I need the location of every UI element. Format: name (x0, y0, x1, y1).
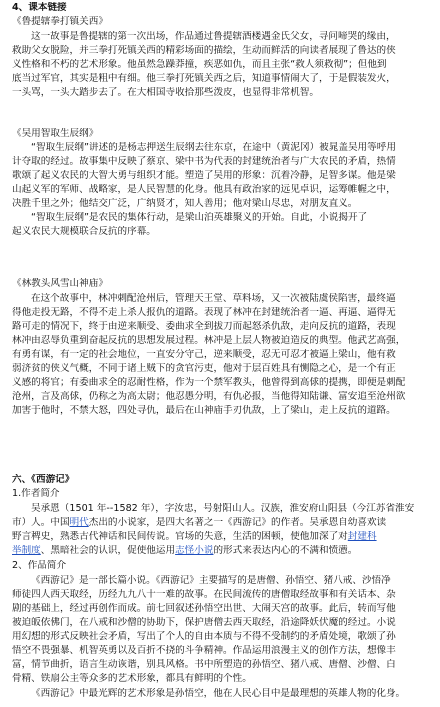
feudal-exam-link-cont[interactable]: 举制度 (12, 545, 41, 556)
paragraph-line: “智取生辰纲”是农民的集体行动，是梁山泊英雄聚义的开始。自此，小说揭开了 (31, 212, 368, 223)
subsection-title-lu-tixia: 《鲁提辖拳打镇关西》 (12, 16, 108, 27)
text-segment: 杰出的小说家，是四大名著之一《西游记》的作者。吴承恩自幼喜欢读 (88, 517, 387, 528)
subsection-title-lin-chong: 《林教头风雪山神庙》 (12, 278, 108, 289)
subsection-heading-author: 1.作者简介 (12, 488, 60, 499)
paragraph-line (12, 545, 430, 557)
paragraph-line: 悟空不畏强暴、机智英勇以及百折不挠的斗争精神。作品运用浪漫主义的创作方法，想像丰 (12, 645, 396, 656)
paragraph-line: 计夺取的经过。故事集中反映了蔡京、梁中书为代表的封建统治者与广大农民的矛盾，热情 (12, 156, 396, 167)
paragraph-line: 一头骂，一头大踏步去了。在大相国寺收拾那些泼皮，也显得非常机智。 (12, 87, 319, 98)
paragraph-line: 师徒四人西天取经，历经九九八十一难的故事。在民间流传的唐僧取经故事和有关话本、杂 (12, 589, 396, 600)
paragraph-line: 底当过军官，其实是粗中有细。他三拳打死镇关西之后，知道事情闹大了，于是假装发火， (12, 73, 396, 84)
section-heading-journey-west: 六、《西游记》 (12, 474, 75, 485)
text-segment: 的形式来表达内心的不满和愤懑。 (213, 545, 358, 556)
paragraph-line: 得他走投无路，不得不走上杀人报仇的道路。表现了林冲在封建统治者一逼、再逼、逼得无 (12, 307, 396, 318)
paragraph-line: 被迫皈依佛门，在八戒和沙僧的协助下，保护唐僧去西天取经，沿途降妖伏魔的经过。小说 (12, 617, 396, 628)
paragraph-line: 用幻想的形式反映社会矛盾，写出了个人的自由本质与不得不受制约的矛盾处境，歌颂了孙 (12, 631, 396, 642)
paragraph-line: 骨精、铁扇公主等众多的艺术形象，都具有鲜明的个性。 (12, 673, 252, 684)
paragraph-line: 剧的基础上，经过再创作而成。前七回叙述孙悟空出世、大闹天宫的故事。此后，转而写他 (12, 603, 396, 614)
subsection-title-wu-yong: 《吴用智取生辰纲》 (12, 128, 99, 139)
paragraph-line: 加害于他时，不禁大怒，四处寻仇，最后在山神庙手刃仇敌，上了梁山，走上反抗的道路。 (12, 405, 396, 416)
paragraph-line: 林冲由忍辱负重到奋起反抗的思想发展过程。林冲是上层人物被迫造反的典型。他武艺高强， (12, 335, 406, 346)
paragraph-line: 吴承恩（1501 年--1582 年），字汝忠，号射阳山人。汉族，淮安府山阳县（今江苏省淮安 (31, 503, 415, 514)
paragraph-line: 起义农民大规模联合反抗的序幕。 (12, 226, 156, 237)
paragraph-line: 《西游记》中最光辉的艺术形象是孙悟空，他在人民心目中是最理想的英雄人物的化身。 (31, 688, 406, 699)
paragraph-line: 这一故事是鲁提辖的第一次出场，作品通过鲁提辖酒楼遇金氏父女，寻问啼哭的缘由， (31, 31, 396, 42)
paragraph-line: 山起义军的军师、战略家，是人民智慧的化身。他具有政治家的远见卓识，运筹帷幄之中， (12, 184, 396, 195)
section-heading-textbook-links: 4、课本链接 (12, 2, 67, 13)
paragraph-line: 在这个故事中，林冲刺配沧州后，管理天王堂、草料场，又一次被陆虞侯陷害，最终逼 (31, 293, 396, 304)
text-segment: 市）人。中国 (12, 517, 70, 528)
paragraph-line: 沧州，言及高俅，仍称之为高太尉；他忍愚分明，有仇必报，当他得知陆谦、富安追至沧州欲 (12, 391, 406, 402)
text-segment: 野言稗史，熟悉古代神话和民间传说。官场的失意，生活的困顿，使他加深了对 (12, 531, 348, 542)
paragraph-line: 有勇有谋，有一定的社会地位，一直安分守己，逆来顺受，忍无可忍才被逼上梁山，他有救 (12, 349, 396, 360)
paragraph-line: 义性格和不朽的艺术形象。他虽然急躁莽撞，疾恶如仇，而且主张“救人须救彻”；但他到 (12, 59, 387, 70)
paragraph-line: 决胜千里之外；他结交广泛，广纳贤才，知人善用；他对梁山尽忠，对朋友直义。 (12, 198, 358, 209)
zhiguai-novel-link[interactable]: 志怪小说 (175, 545, 214, 556)
paragraph-line: 救助父女脱险，并三拳打死镇关西的精彩场面的描绘，生动而鲜活的向读者展现了鲁达的侠 (12, 45, 396, 56)
paragraph-line (12, 531, 430, 543)
paragraph-line: 弱济贫的侠义气概，不同于诸上贼下的贪官污吏，他对于层百姓具有恻隐之心，是一个有正 (12, 363, 396, 374)
text-segment: 、黑暗社会的认识，促使他运用 (40, 545, 176, 556)
subsection-heading-works: 2、作品简介 (12, 560, 67, 571)
paragraph-line: 富，情节曲折，语言生动诙谐，别具风格。书中所塑造的孙悟空、猪八戒、唐僧、沙僧、白 (12, 659, 396, 670)
paragraph-line (12, 517, 430, 529)
feudal-exam-link[interactable]: 封建科 (347, 531, 377, 542)
paragraph-line: 路可走的情况下，终于由逆来顺受、委曲求全到拔刀而起怒杀仇敌，走向反抗的道路，表现 (12, 321, 396, 332)
paragraph-line: 义感的将官；有委曲求全的忍耐性格，作为一个禁军教头，他曾得到高俅的提携，即便是刺配 (12, 377, 406, 388)
paragraph-line: 《西游记》是一部长篇小说。《西游记》主要描写的是唐僧、孙悟空、猪八戒、沙悟净 (31, 575, 391, 586)
ming-dynasty-link[interactable]: 明代 (69, 517, 89, 528)
paragraph-line: 歌颂了起义农民的大智大勇与组织才能。塑造了吴用的形象：沉着冷静，足智多谋。他是梁 (12, 170, 396, 181)
paragraph-line: “智取生辰纲”讲述的是杨志押送生辰纲去往东京，在途中（黄泥冈）被晁盖吴用等呼用 (31, 142, 396, 153)
